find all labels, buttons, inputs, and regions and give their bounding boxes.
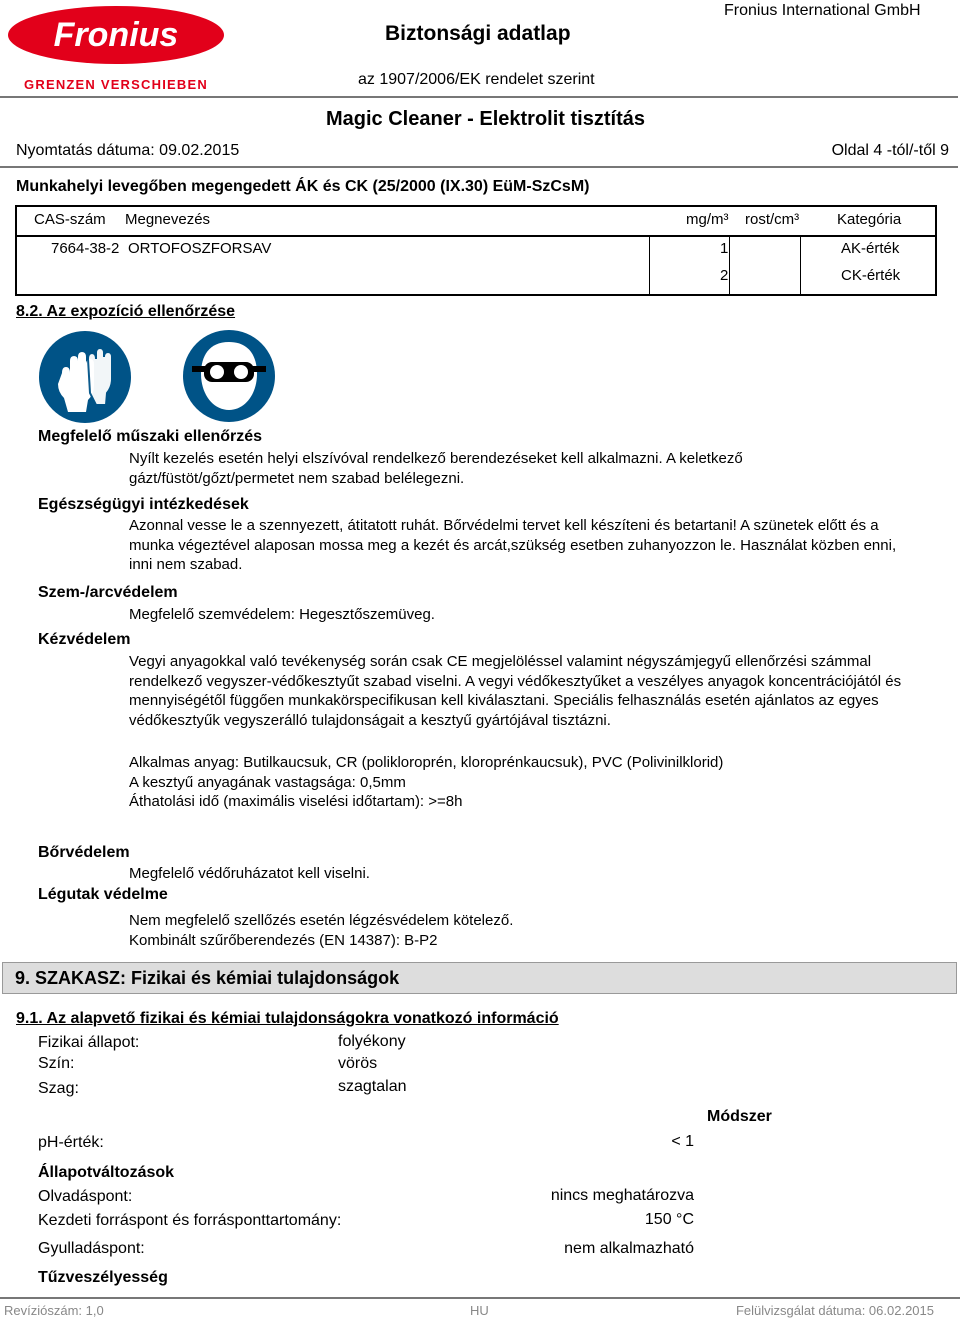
column-header-rost: rost/cm³: [745, 211, 800, 228]
limit-value: 1: [720, 240, 729, 257]
svg-text:GRENZEN VERSCHIEBEN: GRENZEN VERSCHIEBEN: [24, 77, 208, 92]
svg-text:Fronius: Fronius: [53, 16, 179, 54]
goggles-icon: [182, 330, 276, 422]
boiling-point-label: Kezdeti forráspont és forrásponttartomány:: [38, 1212, 342, 1229]
language-code: HU: [470, 1303, 489, 1318]
column-header-cas: CAS-szám: [34, 211, 106, 228]
hand-protection-text: Vegyi anyagokkal való tevékenység során csak CE megjelöléssel valamint négyszámjegyű ellenőrzési számmal rendelkező vegyszer-védőkesztyűt szabad viselni. A vegyi védőkesztyűket a veszélyes anyagok koncentrációjától és mennyiségétől függően munkakörspecifikusan kell kiválasztani. Speciális felhasználás esetén ajánlatos az egyes védőkesztyűk vegyszerálló tulajdonságait a kesztyű gyártójával tisztázni.: [129, 653, 902, 729]
limit-value: 2: [720, 267, 729, 284]
skin-protection-text: Megfelelő védőruházatot kell viselni.: [129, 865, 370, 882]
color-value: vörös: [338, 1055, 378, 1072]
review-date: Felülvizsgálat dátuma: 06.02.2015: [735, 1303, 934, 1318]
engineering-controls-text: Nyílt kezelés esetén helyi elszívóval rendelkező berendezéseket kell alkalmazni. A keletkező gázt/füstöt/gőzt/permetet nem szabad belélegezni.: [129, 450, 743, 487]
company-name: Fronius International GmbH: [724, 2, 921, 19]
limit-category: CK-érték: [841, 267, 901, 284]
hygiene-measures-label: Egészségügyi intézkedések: [38, 496, 249, 513]
hygiene-measures-text: Azonnal vesse le a szennyezett, átitatott ruhát. Bőrvédelmi tervet kell készíteni és betartani! A szünetek előtt és a munka végeztével alaposan mossa meg a kezét és arcát,szükség esetben zuhanyozzon le. Használat közben enni, inni nem szabad.: [129, 517, 897, 573]
section-9-header: [2, 962, 957, 994]
fronius-logo: [6, 4, 224, 94]
engineering-controls-label: Megfelelő műszaki ellenőrzés: [38, 428, 263, 445]
column-header-name: Megnevezés: [125, 211, 211, 228]
melting-point-label: Olvadáspont:: [38, 1188, 133, 1205]
section-9-1-heading: 9.1. Az alapvető fizikai és kémiai tulajdonságokra vonatkozó információ: [16, 1010, 559, 1027]
table-header-divider: [15, 235, 937, 237]
header-divider-bottom: [0, 166, 958, 168]
glove-material: Alkalmas anyag: Butilkaucsuk, CR (polikloroprén, kloroprénkaucsuk), PVC (Polivinilklorid): [129, 754, 724, 771]
ph-value: < 1: [671, 1133, 694, 1150]
gloves-icon: [38, 331, 132, 423]
skin-protection-label: Bőrvédelem: [38, 844, 130, 861]
boiling-point-value: 150 °C: [644, 1211, 694, 1228]
respiratory-protection-text: Nem megfelelő szellőzés esetén légzésvédelem kötelező.: [129, 912, 514, 929]
flammability-label: Tűzveszélyesség: [38, 1269, 168, 1286]
physical-state-label: Fizikai állapot:: [38, 1034, 140, 1051]
respiratory-protection-label: Légutak védelme: [38, 886, 168, 903]
product-name: Magic Cleaner - Elektrolit tisztítás: [326, 108, 645, 130]
eye-protection-label: Szem-/arcvédelem: [38, 584, 178, 601]
flash-point-value: nem alkalmazható: [564, 1240, 694, 1257]
column-divider: [800, 235, 801, 294]
odor-label: Szag:: [38, 1080, 79, 1097]
regulation: az 1907/2006/EK rendelet szerint: [358, 71, 595, 88]
exposure-control-heading: 8.2. Az expozíció ellenőrzése: [16, 303, 236, 320]
limit-category: AK-érték: [841, 240, 900, 257]
glove-breakthrough-time: Áthatolási idő (maximális viselési időtartam): >=8h: [129, 793, 463, 810]
method-column-header: Módszer: [707, 1108, 772, 1125]
column-divider: [649, 235, 650, 294]
page-number: Oldal 4 -tól/-től 9: [831, 142, 949, 159]
color-label: Szín:: [38, 1055, 75, 1072]
substance-name: ORTOFOSZFORSAV: [128, 240, 272, 257]
exposure-limits-heading: Munkahelyi levegőben megengedett ÁK és CK (25/2000 (IX.30) EüM-SzCsM): [16, 178, 590, 195]
column-divider: [729, 235, 730, 294]
column-header-mg: mg/m³: [686, 211, 729, 228]
eye-protection-text: Megfelelő szemvédelem: Hegesztőszemüveg.: [129, 606, 435, 623]
revision-number: Revíziószám: 1,0: [4, 1303, 104, 1318]
odor-value: szagtalan: [338, 1078, 407, 1095]
cas-number: 7664-38-2: [51, 240, 120, 257]
melting-point-value: nincs meghatározva: [550, 1187, 694, 1204]
footer-divider: [0, 1297, 960, 1299]
hand-protection-label: Kézvédelem: [38, 631, 131, 648]
column-header-category: Kategória: [837, 211, 902, 228]
respiratory-filter-text: Kombinált szűrőberendezés (EN 14387): B-P2: [129, 932, 438, 949]
section-9-title: 9. SZAKASZ: Fizikai és kémiai tulajdonságok: [15, 968, 400, 988]
physical-state-value: folyékony: [338, 1033, 406, 1050]
flash-point-label: Gyulladáspont:: [38, 1240, 145, 1257]
state-changes-label: Állapotváltozások: [38, 1164, 175, 1181]
document-title: Biztonsági adatlap: [385, 22, 571, 45]
ph-label: pH-érték:: [38, 1134, 104, 1151]
print-date: Nyomtatás dátuma: 09.02.2015: [16, 142, 240, 159]
glove-thickness: A kesztyű anyagának vastagsága: 0,5mm: [129, 774, 406, 791]
header-divider: [0, 96, 958, 98]
